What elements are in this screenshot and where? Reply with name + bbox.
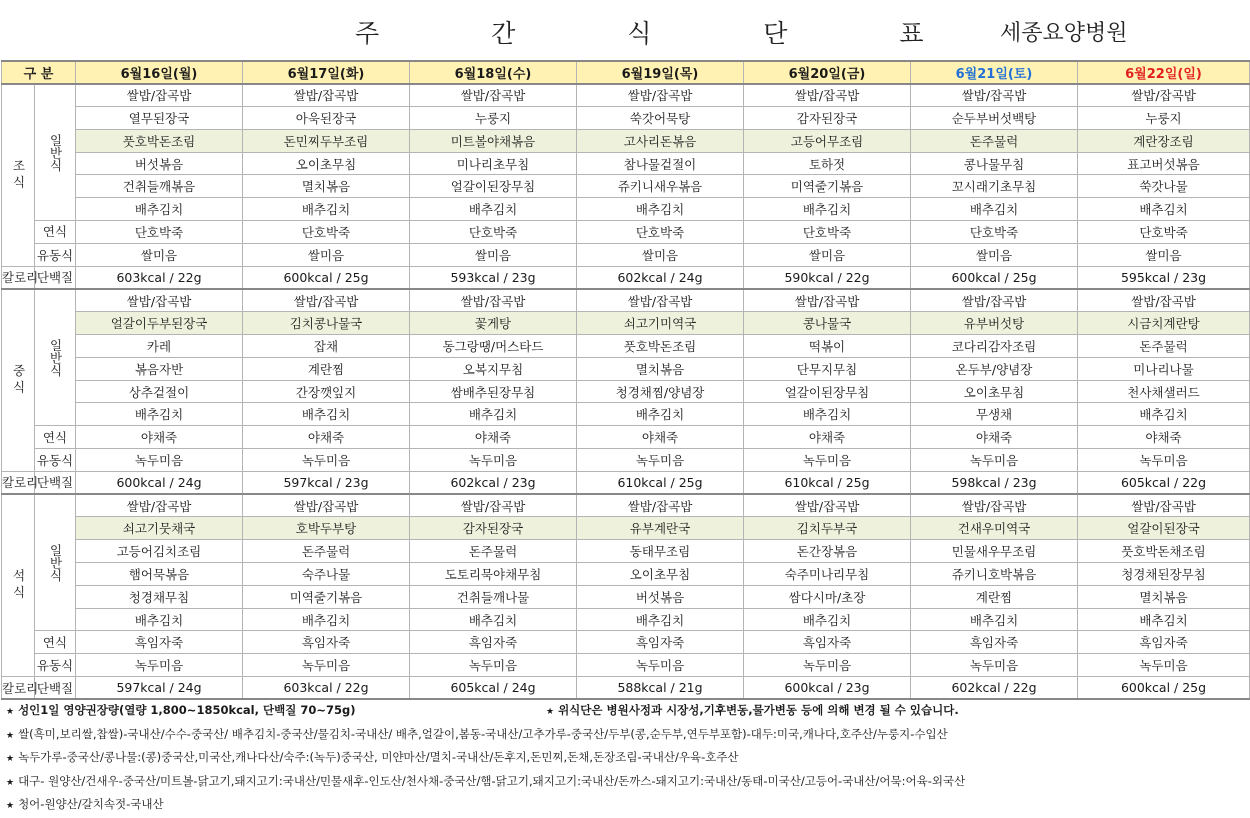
menu-cell: 배추김치 [1078, 608, 1250, 631]
menu-cell: 잡채 [243, 335, 410, 358]
menu-cell: 쌀밥/잡곡밥 [744, 84, 911, 107]
origin-note: ★ 청어-원양산/갈치속젓-국내산 [6, 797, 164, 811]
menu-cell: 숙주나물 [243, 563, 410, 586]
menu-cell: 김치두부국 [744, 517, 911, 540]
menu-cell: 쌀밥/잡곡밥 [577, 84, 744, 107]
menu-cell: 배추김치 [577, 608, 744, 631]
menu-cell: 쌀밥/잡곡밥 [243, 289, 410, 312]
menu-cell: 쌀미음 [577, 243, 744, 266]
soft-label: 연식 [35, 221, 76, 244]
menu-cell: 쌀밥/잡곡밥 [243, 494, 410, 517]
menu-cell: 단호박죽 [76, 221, 243, 244]
menu-cell: 흑임자죽 [243, 631, 410, 654]
calorie-label: 칼로리 [2, 677, 35, 700]
menu-cell: 쌀미음 [911, 243, 1078, 266]
menu-cell: 쌀미음 [76, 243, 243, 266]
menu-cell: 배추김치 [1078, 198, 1250, 221]
menu-cell: 흑임자죽 [577, 631, 744, 654]
division-header: 구 분 [2, 61, 76, 84]
menu-row [2, 312, 1250, 335]
menu-cell: 쌀밥/잡곡밥 [243, 84, 410, 107]
menu-cell: 쌀밥/잡곡밥 [1078, 84, 1250, 107]
menu-cell: 건취들깨볶음 [76, 175, 243, 198]
calorie-cell: 595kcal / 23g [1078, 266, 1250, 289]
liquid-row [2, 654, 1250, 677]
weekly-menu-table [1, 60, 1250, 700]
menu-cell: 얼갈이된장국 [1078, 517, 1250, 540]
menu-cell: 쌀밥/잡곡밥 [744, 289, 911, 312]
bullet-icon: ★ [6, 730, 15, 741]
menu-cell: 배추김치 [911, 198, 1078, 221]
calorie-cell: 593kcal / 23g [410, 266, 577, 289]
menu-cell: 쑥갓어묵탕 [577, 107, 744, 130]
day-header: 6월20일(금) [744, 61, 911, 84]
menu-cell: 녹두미음 [577, 654, 744, 677]
general-label: 일반식 [35, 289, 76, 426]
menu-cell: 쥬키니호박볶음 [911, 563, 1078, 586]
menu-cell: 건새우미역국 [911, 517, 1078, 540]
menu-cell: 쌀밥/잡곡밥 [577, 494, 744, 517]
menu-cell: 멸치볶음 [577, 357, 744, 380]
menu-row [2, 84, 1250, 107]
calorie-cell: 588kcal / 21g [577, 677, 744, 700]
calorie-cell: 602kcal / 24g [577, 266, 744, 289]
menu-cell: 얼갈이된장무침 [410, 175, 577, 198]
menu-cell: 쌈배추된장무침 [410, 380, 577, 403]
menu-row [2, 129, 1250, 152]
menu-cell: 미나리초무침 [410, 152, 577, 175]
menu-cell: 쌈다시마/초장 [744, 585, 911, 608]
menu-cell: 배추김치 [577, 198, 744, 221]
menu-cell: 배추김치 [410, 403, 577, 426]
day-header-sunday: 6월22일(일) [1078, 61, 1250, 84]
menu-cell: 고등어무조림 [744, 129, 911, 152]
menu-cell: 쌀밥/잡곡밥 [410, 494, 577, 517]
menu-cell: 감자된장국 [744, 107, 911, 130]
menu-cell: 풋호박돈조림 [577, 335, 744, 358]
bullet-icon: ★ [6, 801, 15, 811]
day-header: 6월18일(수) [410, 61, 577, 84]
menu-cell: 쌀미음 [744, 243, 911, 266]
menu-cell: 녹두미음 [1078, 449, 1250, 472]
menu-cell: 고등어김치조림 [76, 540, 243, 563]
soft-label: 연식 [35, 426, 76, 449]
menu-cell: 콩나물국 [744, 312, 911, 335]
menu-row [2, 289, 1250, 312]
menu-cell: 계란장조림 [1078, 129, 1250, 152]
menu-cell: 쌀밥/잡곡밥 [76, 84, 243, 107]
menu-cell: 흑임자죽 [410, 631, 577, 654]
menu-cell: 풋호박돈채조림 [1078, 540, 1250, 563]
menu-cell: 시금치계란탕 [1078, 312, 1250, 335]
menu-row [2, 335, 1250, 358]
calorie-cell: 590kcal / 22g [744, 266, 911, 289]
menu-cell: 도토리묵야채무침 [410, 563, 577, 586]
calorie-cell: 597kcal / 24g [76, 677, 243, 700]
menu-cell: 녹두미음 [410, 654, 577, 677]
menu-cell: 얼갈이된장무침 [744, 380, 911, 403]
menu-cell: 계란찜 [243, 357, 410, 380]
calorie-cell: 605kcal / 22g [1078, 471, 1250, 494]
soft-row [2, 426, 1250, 449]
meal-label: 석식 [2, 494, 35, 676]
calorie-cell: 600kcal / 25g [1078, 677, 1250, 700]
menu-cell: 콩나물무침 [911, 152, 1078, 175]
menu-cell: 단호박죽 [911, 221, 1078, 244]
menu-cell: 쌀미음 [410, 243, 577, 266]
menu-cell: 녹두미음 [911, 449, 1078, 472]
menu-cell: 누룽지 [410, 107, 577, 130]
day-header-saturday: 6월21일(토) [911, 61, 1078, 84]
day-header: 6월16일(월) [76, 61, 243, 84]
menu-cell: 동태무조림 [577, 540, 744, 563]
disclaimer-note: 위식단은 병원사정과 시장성,기후변동,물가변동 등에 의해 변경 될 수 있습니다. [558, 703, 959, 717]
calorie-row [2, 471, 1250, 494]
menu-cell: 쌀밥/잡곡밥 [911, 289, 1078, 312]
origin-note: ★ 쌀(흑미,보리쌀,찹쌀)-국내산/수수-중국산/ 배추김치-중국산/물김치-국내산/ 배추,얼갈이,봄동-국내산/고추가루-중국산/두부(콩,순두부,연두부포함)-대두:미국,캐나다,호주산/누룽지-수입산 [6, 726, 948, 741]
calorie-cell: 610kcal / 25g [744, 471, 911, 494]
menu-cell: 흑임자죽 [744, 631, 911, 654]
calorie-row [2, 677, 1250, 700]
menu-row [2, 403, 1250, 426]
menu-cell: 배추김치 [243, 198, 410, 221]
menu-cell: 무생채 [911, 403, 1078, 426]
menu-cell: 햄어묵볶음 [76, 563, 243, 586]
menu-row [2, 585, 1250, 608]
soft-row [2, 631, 1250, 654]
title-bar [0, 0, 1250, 60]
menu-cell: 유부버섯탕 [911, 312, 1078, 335]
menu-cell: 청경채무침 [76, 585, 243, 608]
menu-cell: 볶음자반 [76, 357, 243, 380]
menu-cell: 민물새우무조림 [911, 540, 1078, 563]
menu-cell: 코다리감자조림 [911, 335, 1078, 358]
menu-cell: 배추김치 [243, 403, 410, 426]
menu-cell: 야채죽 [744, 426, 911, 449]
menu-cell: 쌀밥/잡곡밥 [1078, 289, 1250, 312]
menu-cell: 녹두미음 [1078, 654, 1250, 677]
menu-cell: 흑임자죽 [1078, 631, 1250, 654]
menu-cell: 녹두미음 [744, 654, 911, 677]
origin-note: ★ 녹두가루-중국산/콩나물:(콩)중국산,미국산,캐나다산/숙주:(녹두)중국산, 미얀마산/멸치-국내산/돈후지,돈민찌,돈채,돈장조림-국내산/우육-호주산 [6, 750, 739, 764]
menu-cell: 미역줄기볶음 [243, 585, 410, 608]
menu-cell: 배추김치 [577, 403, 744, 426]
menu-cell: 돈간장볶음 [744, 540, 911, 563]
menu-row [2, 563, 1250, 586]
menu-cell: 감자된장국 [410, 517, 577, 540]
bullet-icon: ★ [546, 707, 555, 717]
menu-cell: 순두부버섯백탕 [911, 107, 1078, 130]
calorie-cell: 610kcal / 25g [577, 471, 744, 494]
day-header: 6월17일(화) [243, 61, 410, 84]
calorie-row [2, 266, 1250, 289]
menu-cell: 흑임자죽 [76, 631, 243, 654]
menu-cell: 녹두미음 [744, 449, 911, 472]
liquid-label: 유동식 [35, 449, 76, 472]
menu-cell: 동그랑땡/머스타드 [410, 335, 577, 358]
menu-cell: 야채죽 [243, 426, 410, 449]
menu-cell: 간장깻잎지 [243, 380, 410, 403]
bullet-icon: ★ [6, 707, 15, 717]
menu-cell: 녹두미음 [410, 449, 577, 472]
liquid-row [2, 243, 1250, 266]
menu-cell: 오이초무침 [577, 563, 744, 586]
menu-cell: 녹두미음 [76, 654, 243, 677]
soft-label: 연식 [35, 631, 76, 654]
protein-label: 단백질 [35, 266, 76, 289]
hospital-name: 세종요양병원 [1000, 21, 1128, 46]
bullet-icon: ★ [6, 754, 15, 764]
menu-cell: 야채죽 [577, 426, 744, 449]
menu-row [2, 517, 1250, 540]
menu-cell: 미나리나물 [1078, 357, 1250, 380]
menu-cell: 청경채찜/양념장 [577, 380, 744, 403]
menu-cell: 녹두미음 [911, 654, 1078, 677]
page-title: 주 간 식 단 표 [355, 19, 976, 48]
menu-cell: 배추김치 [76, 403, 243, 426]
menu-cell: 쌀밥/잡곡밥 [577, 289, 744, 312]
menu-cell: 녹두미음 [243, 654, 410, 677]
menu-cell: 미트볼야채볶음 [410, 129, 577, 152]
menu-cell: 쌀밥/잡곡밥 [410, 289, 577, 312]
calorie-cell: 598kcal / 23g [911, 471, 1078, 494]
menu-cell: 버섯볶음 [76, 152, 243, 175]
menu-cell: 녹두미음 [243, 449, 410, 472]
menu-cell: 오복지무침 [410, 357, 577, 380]
menu-cell: 배추김치 [911, 608, 1078, 631]
calorie-cell: 597kcal / 23g [243, 471, 410, 494]
menu-cell: 쌀밥/잡곡밥 [76, 289, 243, 312]
menu-cell: 멸치볶음 [1078, 585, 1250, 608]
menu-cell: 돈주물럭 [410, 540, 577, 563]
menu-row [2, 152, 1250, 175]
calorie-cell: 600kcal / 25g [243, 266, 410, 289]
menu-cell: 녹두미음 [76, 449, 243, 472]
menu-row [2, 494, 1250, 517]
menu-cell: 계란찜 [911, 585, 1078, 608]
menu-cell: 배추김치 [410, 608, 577, 631]
menu-cell: 고사리돈볶음 [577, 129, 744, 152]
menu-cell: 배추김치 [744, 403, 911, 426]
menu-cell: 상추겉절이 [76, 380, 243, 403]
menu-cell: 단호박죽 [577, 221, 744, 244]
menu-cell: 김치콩나물국 [243, 312, 410, 335]
menu-cell: 단무지무침 [744, 357, 911, 380]
menu-row [2, 380, 1250, 403]
protein-label: 단백질 [35, 677, 76, 700]
menu-cell: 단호박죽 [744, 221, 911, 244]
menu-cell: 열무된장국 [76, 107, 243, 130]
calorie-label: 칼로리 [2, 471, 35, 494]
menu-cell: 돈주물럭 [911, 129, 1078, 152]
menu-cell: 쇠고기미역국 [577, 312, 744, 335]
menu-cell: 녹두미음 [577, 449, 744, 472]
liquid-row [2, 449, 1250, 472]
menu-cell: 단호박죽 [410, 221, 577, 244]
menu-cell: 배추김치 [243, 608, 410, 631]
menu-cell: 야채죽 [76, 426, 243, 449]
menu-row [2, 608, 1250, 631]
menu-cell: 돈주물럭 [1078, 335, 1250, 358]
menu-cell: 흑임자죽 [911, 631, 1078, 654]
calorie-cell: 605kcal / 24g [410, 677, 577, 700]
calorie-cell: 600kcal / 23g [744, 677, 911, 700]
menu-cell: 쑥갓나물 [1078, 175, 1250, 198]
general-label: 일반식 [35, 494, 76, 631]
menu-cell: 누룽지 [1078, 107, 1250, 130]
calorie-cell: 600kcal / 24g [76, 471, 243, 494]
menu-cell: 꼬시래기초무침 [911, 175, 1078, 198]
menu-cell: 배추김치 [410, 198, 577, 221]
menu-cell: 야채죽 [410, 426, 577, 449]
menu-cell: 쌀밥/잡곡밥 [744, 494, 911, 517]
menu-cell: 오이초무침 [243, 152, 410, 175]
menu-cell: 배추김치 [1078, 403, 1250, 426]
menu-cell: 표고버섯볶음 [1078, 152, 1250, 175]
menu-cell: 카레 [76, 335, 243, 358]
calorie-label: 칼로리 [2, 266, 35, 289]
calorie-cell: 602kcal / 22g [911, 677, 1078, 700]
menu-cell: 쌀밥/잡곡밥 [1078, 494, 1250, 517]
menu-row [2, 198, 1250, 221]
menu-cell: 숙주미나리무침 [744, 563, 911, 586]
menu-cell: 배추김치 [744, 198, 911, 221]
menu-cell: 쌀미음 [243, 243, 410, 266]
menu-cell: 야채죽 [911, 426, 1078, 449]
menu-cell: 천사채샐러드 [1078, 380, 1250, 403]
menu-cell: 풋호박돈조림 [76, 129, 243, 152]
menu-cell: 쇠고기뭇채국 [76, 517, 243, 540]
menu-cell: 토하젓 [744, 152, 911, 175]
menu-cell: 오이초무침 [911, 380, 1078, 403]
menu-cell: 단호박죽 [243, 221, 410, 244]
day-header: 6월19일(목) [577, 61, 744, 84]
menu-cell: 아욱된장국 [243, 107, 410, 130]
menu-cell: 온두부/양념장 [911, 357, 1078, 380]
meal-label: 조식 [2, 84, 35, 266]
menu-cell: 배추김치 [76, 608, 243, 631]
meal-label: 중식 [2, 289, 35, 471]
general-label: 일반식 [35, 84, 76, 221]
calorie-cell: 600kcal / 25g [911, 266, 1078, 289]
menu-cell: 버섯볶음 [577, 585, 744, 608]
note-row [6, 700, 1246, 724]
menu-cell: 야채죽 [1078, 426, 1250, 449]
protein-label: 단백질 [35, 471, 76, 494]
notes-section [6, 700, 1246, 818]
menu-row [2, 107, 1250, 130]
menu-cell: 쌀미음 [1078, 243, 1250, 266]
menu-cell: 미역줄기볶음 [744, 175, 911, 198]
menu-cell: 돈주물럭 [243, 540, 410, 563]
menu-cell: 쌀밥/잡곡밥 [410, 84, 577, 107]
menu-cell: 쌀밥/잡곡밥 [911, 494, 1078, 517]
menu-cell: 건취들깨나물 [410, 585, 577, 608]
header-row [2, 61, 1250, 84]
calorie-cell: 603kcal / 22g [76, 266, 243, 289]
calorie-cell: 603kcal / 22g [243, 677, 410, 700]
menu-cell: 꽃게탕 [410, 312, 577, 335]
menu-cell: 쌀밥/잡곡밥 [911, 84, 1078, 107]
menu-cell: 멸치볶음 [243, 175, 410, 198]
liquid-label: 유동식 [35, 243, 76, 266]
menu-row [2, 175, 1250, 198]
bullet-icon: ★ [6, 777, 15, 788]
menu-cell: 쥬키니새우볶음 [577, 175, 744, 198]
menu-cell: 배추김치 [744, 608, 911, 631]
menu-cell: 단호박죽 [1078, 221, 1250, 244]
calorie-cell: 602kcal / 23g [410, 471, 577, 494]
intake-note: 성인1일 영양권장량(열량 1,800~1850kcal, 단백질 70~75g) [18, 703, 356, 717]
menu-row [2, 357, 1250, 380]
liquid-label: 유동식 [35, 654, 76, 677]
menu-cell: 청경채된장무침 [1078, 563, 1250, 586]
menu-cell: 쌀밥/잡곡밥 [76, 494, 243, 517]
menu-cell: 호박두부탕 [243, 517, 410, 540]
menu-cell: 얼갈이두부된장국 [76, 312, 243, 335]
menu-cell: 돈민찌두부조림 [243, 129, 410, 152]
menu-row [2, 540, 1250, 563]
menu-cell: 떡볶이 [744, 335, 911, 358]
menu-cell: 유부계란국 [577, 517, 744, 540]
origin-note: ★ 대구- 원양산/건새우-중국산/미트볼-닭고기,돼지고기:국내산/민물새후-인도산/천사채-중국산/햄-닭고기,돼지고기:국내산/돈까스-돼지고기:국내산/동태-미국산/고등어-국내산/어묵:어육-외국산 [6, 773, 966, 788]
soft-row [2, 221, 1250, 244]
menu-cell: 배추김치 [76, 198, 243, 221]
menu-cell: 참나물겉절이 [577, 152, 744, 175]
